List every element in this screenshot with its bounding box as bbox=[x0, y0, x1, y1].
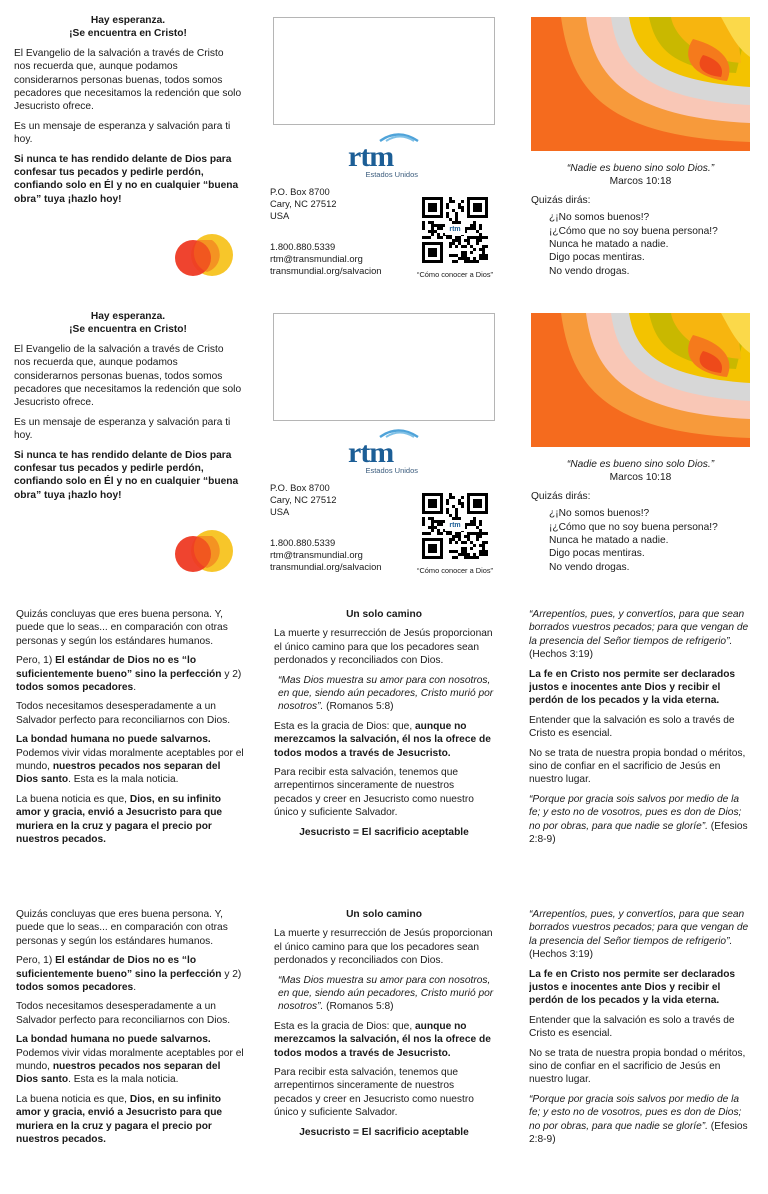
overlapping-circles-icon bbox=[174, 232, 238, 282]
tract-front-page bbox=[0, 0, 768, 296]
list-item: Nunca he matado a nadie. bbox=[549, 535, 669, 547]
address-box bbox=[273, 17, 495, 125]
scripture-quote: “Porque por gracia sois salvos por medio de la fe; y esto no de vosotros, pues es don de Dios; no por obras, para que nadie se gloríe”. (Efesios 2:8-9) bbox=[529, 1093, 748, 1146]
paragraph: Quizás concluyas que eres buena persona. Y, puede que lo seas... en comparación con otras personas y según los estándares humanos. bbox=[16, 609, 228, 647]
cover-text bbox=[531, 162, 750, 286]
cover-quote: “Nadie es bueno sino solo Dios.” bbox=[566, 163, 715, 174]
abstract-color-layers bbox=[531, 313, 750, 447]
list-item: ¡¿Cómo que no soy buena persona!? bbox=[549, 225, 718, 237]
address-box bbox=[273, 313, 495, 421]
qr-code-icon: rtm bbox=[422, 493, 488, 559]
section-footer: Jesucristo = El sacrificio aceptable bbox=[299, 826, 469, 838]
section-title: Un solo camino bbox=[346, 909, 422, 920]
paragraph: Pero, 1) El estándar de Dios no es “lo suficientemente bueno” sino la perfección y 2) todos somos pecadores. bbox=[16, 955, 242, 994]
paragraph: Pero, 1) El estándar de Dios no es “lo suficientemente bueno” sino la perfección y 2) todos somos pecadores. bbox=[16, 655, 242, 694]
list-item: ¡¿Cómo que no soy buena persona!? bbox=[549, 521, 718, 533]
tract-front-page bbox=[0, 296, 768, 592]
paragraph: Esta es la gracia de Dios: que, aunque no merezcamos la salvación, él nos la ofrece de todos modos a través de Jesucristo. bbox=[274, 1020, 491, 1059]
rtm-logo: rtm Estados Unidos bbox=[348, 426, 418, 475]
paragraph: No se trata de nuestra propia bondad o méritos, sino de confiar en el sacrificio de Jesús en nuestro lugar. bbox=[529, 747, 746, 786]
scripture-quote: “Mas Dios muestra su amor para con nosotros, en que, siendo aún pecadores, Cristo murió por nosotros”. (Romanos 5:8) bbox=[278, 674, 494, 713]
cover-quote: “Nadie es bueno sino solo Dios.” bbox=[566, 459, 715, 470]
paragraph: Para recibir esta salvación, tenemos que arrepentirnos sinceramente de nuestros pecados y creer en Jesucristo como nuestro único y suficiente Salvador. bbox=[274, 1067, 474, 1119]
overlapping-circles-icon bbox=[174, 528, 238, 578]
contact-info: 1.800.880.5339 rtm@transmundial.org transmundial.org/salvacion bbox=[270, 241, 382, 277]
list-item: No vendo drogas. bbox=[549, 265, 630, 277]
rtm-logo: rtm Estados Unidos bbox=[348, 130, 418, 179]
front-left-panel bbox=[14, 14, 242, 284]
qr-caption: “Cómo conocer a Dios” bbox=[417, 270, 493, 279]
paragraph: La muerte y resurrección de Jesús proporcionan el único camino para que los pecadores sean perdonados y reconciliados con Dios. bbox=[274, 928, 493, 967]
objection-list bbox=[549, 211, 750, 278]
list-item: Digo pocas mentiras. bbox=[549, 548, 645, 560]
cover-reference: Marcos 10:18 bbox=[609, 176, 672, 188]
inside-middle-panel bbox=[274, 608, 494, 892]
hope-paragraph: Es un mensaje de esperanza y salvación para ti hoy. bbox=[14, 120, 231, 146]
paragraph: Todos necesitamos desesperadamente a un Salvador perfecto para reconciliarnos con Dios. bbox=[16, 701, 231, 726]
objection-list bbox=[549, 507, 750, 574]
scripture-quote: “Arrepentíos, pues, y convertíos, para que sean borrados vuestros pecados; para que vengan de la presencia del Señor tiempos de refrigerio”. (Hechos 3:19) bbox=[529, 609, 749, 661]
contact-info: 1.800.880.5339 rtm@transmundial.org transmundial.org/salvacion bbox=[270, 537, 382, 573]
paragraph: Para recibir esta salvación, tenemos que arrepentirnos sinceramente de nuestros pecados y creer en Jesucristo como nuestro único y suficiente Salvador. bbox=[274, 767, 474, 819]
panel-heading: Hay esperanza. ¡Se encuentra en Cristo! bbox=[69, 15, 187, 40]
list-item: ¿¡No somos buenos!? bbox=[549, 508, 650, 520]
list-item: ¿¡No somos buenos!? bbox=[549, 212, 650, 224]
paragraph: No se trata de nuestra propia bondad o méritos, sino de confiar en el sacrificio de Jesús en nuestro lugar. bbox=[529, 1047, 746, 1086]
tract-inside-page bbox=[0, 598, 768, 894]
intro-paragraph: El Evangelio de la salvación a través de Cristo nos recuerda que, aunque podamos considerarnos personas buenas, todos somos pecadores que necesitamos la redención que solo Jesucristo ofrece. bbox=[14, 47, 242, 113]
front-left-panel bbox=[14, 310, 242, 580]
inside-left-panel bbox=[16, 608, 244, 892]
paragraph: La buena noticia es que, Dios, en su infinito amor y gracia, envió a Jesucristo para que muriera en la cruz y pagara el precio por nuestros pecados. bbox=[16, 1093, 223, 1146]
mailing-address: P.O. Box 8700 Cary, NC 27512 USA bbox=[270, 186, 337, 222]
inside-middle-panel bbox=[274, 908, 494, 1192]
scripture-quote: “Arrepentíos, pues, y convertíos, para que sean borrados vuestros pecados; para que vengan de la presencia del Señor tiempos de refrigerio”. (Hechos 3:19) bbox=[529, 909, 749, 961]
paragraph: La bondad humana no puede salvarnos. Podemos vivir vidas moralmente aceptables por el mundo, nuestros pecados nos separan del Dios santo. Esta es la mala noticia. bbox=[16, 1034, 244, 1086]
intro-paragraph: El Evangelio de la salvación a través de Cristo nos recuerda que, aunque podamos considerarnos personas buenas, todos somos pecadores que necesitamos la redención que solo Jesucristo ofrece. bbox=[14, 343, 242, 409]
paragraph: Todos necesitamos desesperadamente a un Salvador perfecto para reconciliarnos con Dios. bbox=[16, 1001, 231, 1026]
cover-artwork bbox=[531, 313, 750, 447]
section-title: Un solo camino bbox=[346, 609, 422, 620]
mailing-address: P.O. Box 8700 Cary, NC 27512 USA bbox=[270, 482, 337, 518]
paragraph: La buena noticia es que, Dios, en su infinito amor y gracia, envió a Jesucristo para que muriera en la cruz y pagara el precio por nuestros pecados. bbox=[16, 793, 223, 846]
paragraph: Entender que la salvación es solo a través de Cristo es esencial. bbox=[529, 1014, 735, 1040]
panel-heading: Hay esperanza. ¡Se encuentra en Cristo! bbox=[69, 311, 187, 336]
paragraph: La fe en Cristo nos permite ser declarados justos e inocentes ante Dios y recibir el perdón de los pecados y la vida eterna. bbox=[529, 668, 736, 707]
section-footer: Jesucristo = El sacrificio aceptable bbox=[299, 1126, 469, 1138]
cover-intro: Quizás dirás: bbox=[531, 490, 591, 502]
cover-intro: Quizás dirás: bbox=[531, 194, 591, 206]
paragraph: Entender que la salvación es solo a través de Cristo es esencial. bbox=[529, 714, 735, 740]
scripture-quote: “Mas Dios muestra su amor para con nosotros, en que, siendo aún pecadores, Cristo murió por nosotros”. (Romanos 5:8) bbox=[278, 974, 494, 1013]
qr-code-icon: rtm bbox=[422, 197, 488, 263]
scripture-quote: “Porque por gracia sois salvos por medio de la fe; y esto no de vosotros, pues es don de Dios; no por obras, para que nadie se gloríe”. (Efesios 2:8-9) bbox=[529, 793, 748, 846]
inside-right-panel bbox=[529, 908, 751, 1192]
inside-left-panel bbox=[16, 908, 244, 1192]
paragraph: Esta es la gracia de Dios: que, aunque no merezcamos la salvación, él nos la ofrece de todos modos a través de Jesucristo. bbox=[274, 720, 491, 759]
list-item: No vendo drogas. bbox=[549, 561, 630, 573]
inside-right-panel bbox=[529, 608, 751, 892]
paragraph: La bondad humana no puede salvarnos. Podemos vivir vidas moralmente aceptables por el mundo, nuestros pecados nos separan del Dios santo. Esta es la mala noticia. bbox=[16, 734, 244, 786]
cover-reference: Marcos 10:18 bbox=[609, 472, 672, 484]
paragraph: La fe en Cristo nos permite ser declarados justos e inocentes ante Dios y recibir el perdón de los pecados y la vida eterna. bbox=[529, 968, 736, 1007]
list-item: Digo pocas mentiras. bbox=[549, 252, 645, 264]
cover-artwork bbox=[531, 17, 750, 151]
call-to-action: Si nunca te has rendido delante de Dios para confesar tus pecados y pedirle perdón, confiando solo en Él y no en cualquier “buena obra” tuya ¡hazlo hoy! bbox=[14, 153, 239, 205]
cover-text bbox=[531, 458, 750, 582]
list-item: Nunca he matado a nadie. bbox=[549, 239, 669, 251]
paragraph: Quizás concluyas que eres buena persona. Y, puede que lo seas... en comparación con otras personas y según los estándares humanos. bbox=[16, 909, 228, 947]
call-to-action: Si nunca te has rendido delante de Dios para confesar tus pecados y pedirle perdón, confiando solo en Él y no en cualquier “buena obra” tuya ¡hazlo hoy! bbox=[14, 449, 239, 501]
tract-inside-page bbox=[0, 898, 768, 1194]
paragraph: La muerte y resurrección de Jesús proporcionan el único camino para que los pecadores sean perdonados y reconciliados con Dios. bbox=[274, 628, 493, 667]
abstract-color-layers bbox=[531, 17, 750, 151]
hope-paragraph: Es un mensaje de esperanza y salvación para ti hoy. bbox=[14, 416, 231, 442]
qr-caption: “Cómo conocer a Dios” bbox=[417, 566, 493, 575]
